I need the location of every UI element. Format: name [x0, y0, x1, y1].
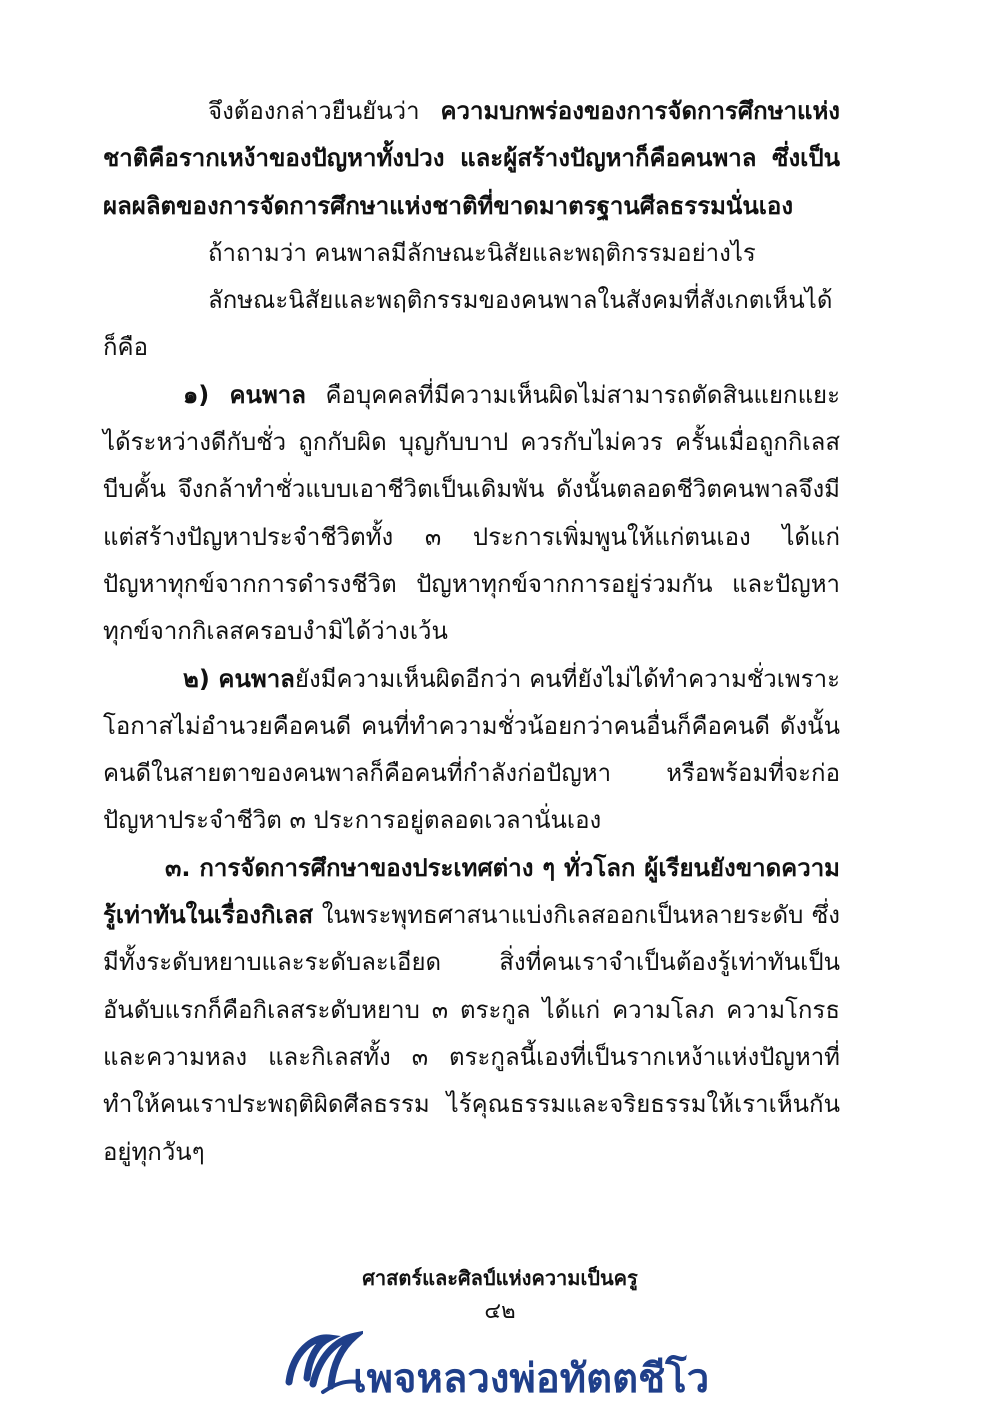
footer-brand	[283, 1322, 723, 1402]
footer-book-title: ศาสตร์และศิลป์แห่งความเป็นครู	[362, 1266, 638, 1290]
paragraph-text: ถ้าถามว่า คนพาลมีลักษณะนิสัยและพฤติกรรมอย่างไร	[208, 238, 756, 267]
item-text: คือบุคคลที่มีความเห็นผิดไม่สามารถตัดสินแยกแยะได้ระหว่างดีกับชั่ว ถูกกับผิด บุญกับบาป ควรกับไม่ควร ครั้นเมื่อถูกกิเลสบีบคั้น จึงกล้าทำชั่วแบบเอาชีวิตเป็นเดิมพัน ดังนั้นตลอดชีวิตคนพาลจึงมีแต่สร้างปัญหาประจำชีวิตทั้ง ๓ ประการเพิ่มพูนให้แก่ตนเอง ได้แก่ ปัญหาทุกข์จากการดำรงชีวิต ปัญหาทุกข์จากการอยู่ร่วมกัน และปัญหาทุกข์จากกิเลสครอบงำมิได้ว่างเว้น	[103, 380, 841, 646]
paragraph-item-3	[103, 845, 840, 1176]
body-text	[103, 88, 840, 1176]
paragraph-item-1	[103, 372, 840, 656]
item-keyword: คนพาล	[229, 380, 306, 409]
item-heading: ๓. การจัดการศึกษาของประเทศต่าง ๆ ทั่วโลก ผู้เรียนยังขาดความรู้เท่าทันในเรื่องกิเลส	[103, 853, 840, 930]
paragraph-lead-text: จึงต้องกล่าวยืนยันว่า	[208, 97, 441, 125]
paragraph-question	[103, 230, 840, 277]
footer-page-number: ๔๒	[484, 1299, 516, 1324]
item-number: ๒)	[183, 664, 219, 693]
item-text: ยังมีความเห็นผิดอีกว่า คนที่ยังไม่ได้ทำความชั่วเพราะโอกาสไม่อำนวยคือคนดี คนที่ทำความชั่วน้อยกว่าคนอื่นก็คือคนดี ดังนั้นคนดีในสายตาของคนพาลก็คือคนที่กำลังก่อปัญหา หรือพร้อมที่จะก่อปัญหาประจำชีวิต ๓ ประการอยู่ตลอดเวลานั่นเอง	[103, 664, 840, 835]
item-text: ในพระพุทธศาสนาแบ่งกิเลสออกเป็นหลายระดับ ซึ่งมีทั้งระดับหยาบและระดับละเอียด สิ่งที่คนเราจำเป็นต้องรู้เท่าทันเป็นอันดับแรกก็คือกิเลสระดับหยาบ ๓ ตระกูล ได้แก่ ความโลภ ความโกรธและความหลง และกิเลสทั้ง ๓ ตระกูลนี้เองที่เป็นรากเหง้าแห่งปัญหาที่ทำให้คนเราประพฤติผิดศีลธรรม ไร้คุณธรรมและจริยธรรมให้เราเห็นกันอยู่ทุกวันๆ	[103, 901, 840, 1166]
stylized-calligraphy-logo-icon	[283, 1322, 363, 1402]
paragraph-item-2	[103, 656, 840, 845]
brand-name: เพจหลวงพ่อทัตตชีโว	[353, 1356, 710, 1402]
item-keyword: คนพาล	[218, 664, 295, 693]
paragraph-bold-statement: ความบกพร่องของการจัดการศึกษาแห่งชาติคือรากเหง้าของปัญหาทั้งปวง และผู้สร้างปัญหาก็คือคนพาล ซึ่งเป็นผลผลิตของการจัดการศึกษาแห่งชาติที่ขาดมาตรฐานศีลธรรมนั่นเอง	[103, 97, 840, 220]
paragraph-conclusion	[103, 88, 840, 230]
paragraph-answer-intro	[103, 277, 840, 372]
item-number: ๑)	[183, 380, 230, 409]
paragraph-text: ลักษณะนิสัยและพฤติกรรมของคนพาลในสังคมที่สังเกตเห็นได้ก็คือ	[103, 286, 833, 362]
